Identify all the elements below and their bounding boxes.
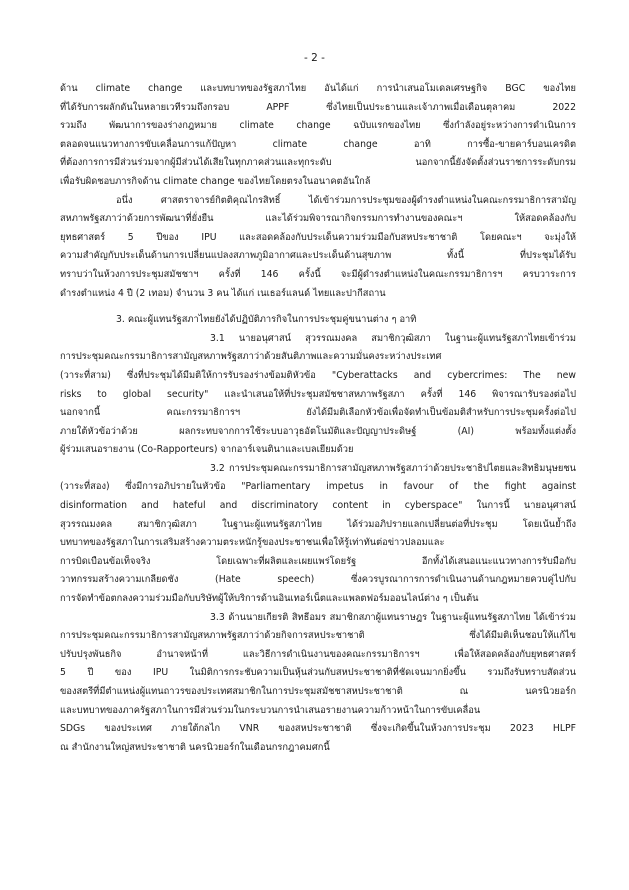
paragraph-3-3	[60, 609, 576, 758]
text-line: การจัดทำข้อตกลงความร่วมมือกับบริษัทผู้ให้บริการด้านอินเทอร์เน็ตและแพลตฟอร์มออนไลน์ต่าง ๆ เป็นต้น	[60, 593, 479, 605]
text-line: ณ สำนักงานใหญ่สหประชาชาติ นครนิวยอร์กในเดือนกรกฎาคมศกนี้	[60, 741, 330, 753]
text-line: ภายใต้หัวข้อว่าด้วย ผลกระทบจากการใช้ระบบอาวุธอัตโนมัติและปัญญาประดิษฐ์ (AI) พร้อมทั้งแต่งตั้ง	[60, 425, 576, 437]
text-line: (วาระที่สอง) ซึ่งมีการอภิปรายในหัวข้อ "Parliamentary impetus in favour of the fight against	[60, 481, 576, 493]
text-line: บทบาทของรัฐสภาในการเสริมสร้างความตระหนักรู้ของประชาชนเพื่อให้รู้เท่าทันต่อข่าวปลอมและ	[60, 537, 445, 549]
text-line: disinformation and hateful and discriminatory content in cyberspace" ในการนี้ นายอนุศาสน์	[60, 500, 576, 512]
text-line: ด้าน climate change และบทบาทของรัฐสภาไทย อันได้แก่ การนำเสนอโมเดลเศรษฐกิจ BGC ของไทย	[60, 83, 576, 94]
text-line: ยุทธศาสตร์ 5 ปีของ IPU และสอดคล้องกับประเด็นความร่วมมือกับสหประชาชาติ โดยคณะฯ จะมุ่งให้	[60, 231, 576, 243]
section-heading-3: 3. คณะผู้แทนรัฐสภาไทยยังได้ปฏิบัติภารกิจในการประชุมคู่ขนานต่าง ๆ อาทิ	[116, 314, 417, 326]
paragraph-3-1	[60, 330, 576, 460]
page-number: - 2 -	[304, 52, 325, 64]
text-line: (วาระที่สาม) ซึ่งที่ประชุมได้มีมติให้การรับรองร่างข้อมติหัวข้อ "Cyberattacks and cybercrimes: The new	[60, 369, 576, 381]
document-body	[60, 80, 576, 757]
text-line: ทราบว่าในห้วงการประชุมสมัชชาฯ ครั้งที่ 146 ครั้งนี้ จะมีผู้ดำรงตำแหน่งในคณะกรรมาธิการฯ ครบวาระการ	[60, 268, 576, 280]
text-line: 5 ปี ของ IPU ในมิติการกระชับความเป็นหุ้นส่วนกับสหประชาชาติที่ชัดเจนมากยิ่งขึ้น รวมถึงรับทราบสัดส่วน	[60, 667, 576, 679]
text-line: 3.2 การประชุมคณะกรรมาธิการสามัญสหภาพรัฐสภาว่าด้วยประชาธิปไตยและสิทธิมนุษยชน	[210, 462, 576, 474]
text-line: การประชุมคณะกรรมาธิการสามัญสหภาพรัฐสภาว่าด้วยกิจการสหประชาชาติ ซึ่งได้มีมติเห็นชอบให้แก้ไข	[60, 630, 576, 642]
paragraph-3-2	[60, 460, 576, 609]
paragraph-climate-change	[60, 80, 576, 192]
text-line: ของสตรีที่มีตำแหน่งผู้แทนถาวรของประเทศสมาชิกในการประชุมสมัชชาสหประชาชาติ ณ นครนิวยอร์ก	[60, 686, 576, 697]
text-line: ที่ต้องการการมีส่วนร่วมจากผู้มีส่วนได้เสียในทุกภาคส่วนและทุกระดับ นอกจากนี้ยังจัดตั้งส่วนราชการระดับกรม	[60, 157, 576, 169]
text-line: ผู้ร่วมเสนอรายงาน (Co-Rapporteurs) จากอาร์เจนตินาและเบลเยียมด้วย	[60, 444, 354, 456]
text-line: SDGs ของประเทศ ภายใต้กลไก VNR ของสหประชาชาติ ซึ่งจะเกิดขึ้นในห้วงการประชุม 2023 HLPF	[60, 723, 576, 735]
text-line: ดำรงตำแหน่ง 4 ปี (2 เทอม) จำนวน 3 คน ได้แก่ เนเธอร์แลนด์ ไทยและปากีสถาน	[60, 287, 386, 299]
text-line: การประชุมคณะกรรมาธิการสามัญสหภาพรัฐสภาว่าด้วยสันติภาพและความมั่นคงระหว่างประเทศ	[60, 351, 442, 363]
text-line: 3.3 ด้านนายเกียรติ สิทธีอมร สมาชิกสภาผู้แทนราษฎร ในฐานะผู้แทนรัฐสภาไทย ได้เข้าร่วม	[210, 611, 576, 623]
text-line: และบทบาทของภาครัฐสภาในการมีส่วนร่วมในกระบวนการนำเสนอรายงานความก้าวหน้าในการขับเคลื่อน	[60, 704, 481, 716]
text-line: สหภาพรัฐสภาว่าด้วยการพัฒนาที่ยั่งยืน และได้ร่วมพิจารณากิจกรรมการทำงานของคณะฯ ให้สอดคล้องกับ	[60, 213, 576, 225]
text-line: เพื่อรับผิดชอบภารกิจด้าน climate change ของไทยโดยตรงในอนาคตอันใกล้	[60, 175, 371, 187]
text-line: ที่ได้รับการผลักดันในหลายเวทีรวมถึงกรอบ APPF ซึ่งไทยเป็นประธานและเจ้าภาพเมื่อเดือนตุลาคม 2022	[60, 101, 576, 113]
text-line: 3.1 นายอนุศาสน์ สุวรรณมงคล สมาชิกวุฒิสภา ในฐานะผู้แทนรัฐสภาไทยเข้าร่วม	[210, 332, 576, 344]
text-line: วาทกรรมสร้างความเกลียดชัง (Hate speech) ซึ่งควรบูรณาการการดำเนินงานด้านกฎหมายควบคู่ไปกับ	[60, 574, 576, 586]
text-line: รวมถึง พัฒนาการของร่างกฎหมาย climate change ฉบับแรกของไทย ซึ่งกำลังอยู่ระหว่างการดำเนินการ	[60, 120, 576, 132]
paragraph-sustainable-development	[60, 192, 576, 304]
text-line: ตลอดจนแนวทางการขับเคลื่อนการแก้ปัญหา climate change อาทิ การซื้อ-ขายคาร์บอนเครดิต	[60, 138, 576, 150]
text-line: นอกจากนี้ คณะกรรมาธิการฯ ยังได้มีมติเลือกหัวข้อเพื่อจัดทำเป็นข้อมติสำหรับการประชุมครั้งต่อไป	[60, 407, 576, 419]
text-line: อนึ่ง ศาสตราจารย์กิตติคุณไกรสิทธิ์ ได้เข้าร่วมการประชุมของผู้ดำรงตำแหน่งในคณะกรรมาธิการสามัญ	[116, 194, 576, 206]
text-line: ปรับปรุงพันธกิจ อำนาจหน้าที่ และวิธีการดำเนินงานของคณะกรรมาธิการฯ เพื่อให้สอดคล้องกับยุทธศาสตร์	[60, 648, 576, 660]
text-line: ความสำคัญกับประเด็นด้านการเปลี่ยนแปลงสภาพภูมิอากาศและประเด็นด้านสุขภาพ ทั้งนี้ ที่ประชุมได้รับ	[60, 250, 576, 262]
text-line: การบิดเบือนข้อเท็จจริง โดยเฉพาะที่ผลิตและเผยแพร่โดยรัฐ อีกทั้งได้เสนอแนะแนวทางการรับมือกับ	[60, 555, 576, 567]
text-line: risks to global security" และนำเสนอให้ที่ประชุมสมัชชาสหภาพรัฐสภา ครั้งที่ 146 พิจารณารับรองต่อไป	[60, 388, 576, 400]
text-line: สุวรรณมงคล สมาชิกวุฒิสภา ในฐานะผู้แทนรัฐสภาไทย ได้ร่วมอภิปรายแลกเปลี่ยนต่อที่ประชุม โดยเน้นย้ำถึง	[60, 518, 576, 530]
